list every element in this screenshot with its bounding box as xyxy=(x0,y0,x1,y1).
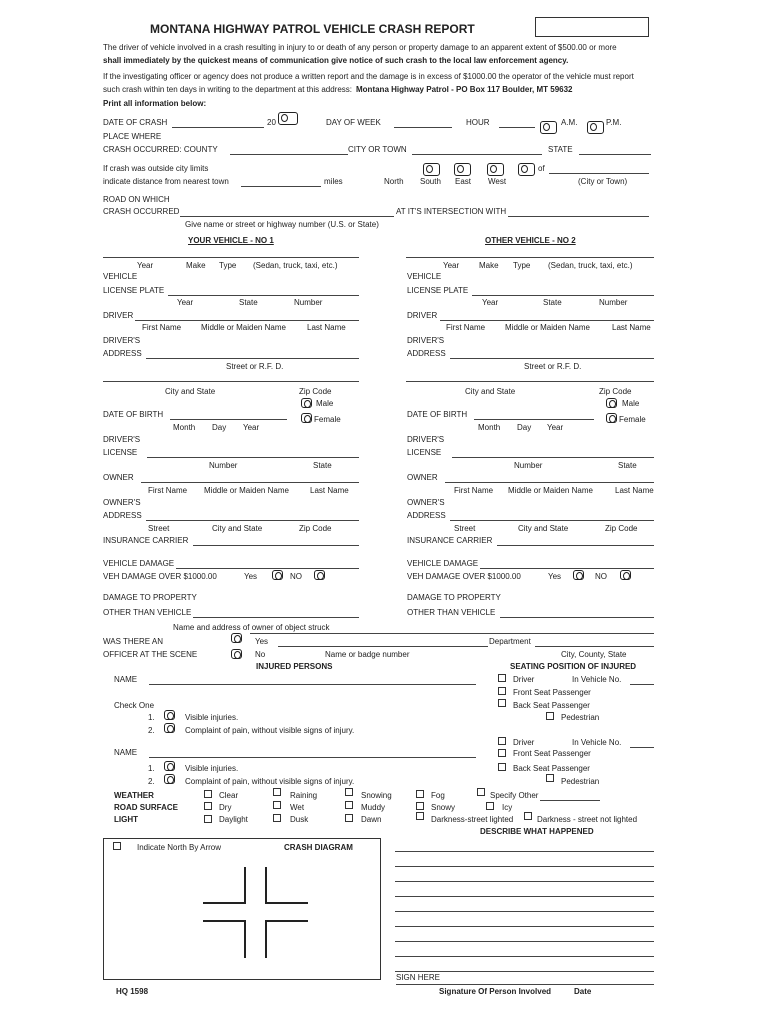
v2-lic-number: Number xyxy=(514,461,543,470)
intersection-label: AT IT'S INTERSECTION WITH xyxy=(396,207,507,216)
describe-line-1[interactable] xyxy=(395,851,654,852)
hour-field[interactable] xyxy=(499,127,535,128)
v1-damage-field[interactable] xyxy=(176,568,359,569)
v2-female-radio[interactable] xyxy=(606,413,617,423)
date-caption: Date xyxy=(574,987,592,996)
injured-1-opt2-num: 2. xyxy=(148,726,155,735)
state-field[interactable] xyxy=(579,154,651,155)
surface-snowy-label: Snowy xyxy=(431,803,456,812)
injured-1-visible-radio[interactable] xyxy=(164,710,175,720)
describe-line-3[interactable] xyxy=(395,881,654,882)
officer-no-radio[interactable] xyxy=(231,649,242,659)
v2-no-label: NO xyxy=(595,572,607,581)
v1-owner-last: Last Name xyxy=(310,486,349,495)
form-id-box[interactable] xyxy=(535,17,649,37)
v2-last-name: Last Name xyxy=(612,323,651,332)
give-name-hint: Give name or street or highway number (U.S. or State) xyxy=(185,220,379,229)
v2-damage-field[interactable] xyxy=(480,568,654,569)
describe-line-6[interactable] xyxy=(395,926,654,927)
v2-city-state: City and State xyxy=(465,387,516,396)
v2-day: Day xyxy=(517,423,532,432)
v2-owner-address-field[interactable] xyxy=(450,520,654,521)
injured-1-name-label: NAME xyxy=(114,675,138,684)
v1-type-label: Type xyxy=(219,261,237,270)
seat-2-pedestrian-checkbox[interactable] xyxy=(546,774,554,782)
county-field[interactable] xyxy=(230,154,348,155)
v2-vehicle-label: VEHICLE xyxy=(407,272,442,281)
seat-2-pedestrian-label: Pedestrian xyxy=(561,777,600,786)
department-field[interactable] xyxy=(535,646,654,647)
v1-drivers-label-2: DRIVER'S xyxy=(103,435,141,444)
light-dawn-label: Dawn xyxy=(361,815,382,824)
v1-lic-state: State xyxy=(313,461,332,470)
v2-make-label: Make xyxy=(479,261,499,270)
v2-damage-yes-radio[interactable] xyxy=(573,570,584,580)
sign-here-label: SIGN HERE xyxy=(396,973,441,982)
v1-month: Month xyxy=(173,423,196,432)
road-h-right-top xyxy=(265,902,308,904)
v1-license-label: LICENSE xyxy=(103,448,138,457)
v1-driver-field[interactable] xyxy=(135,320,359,321)
v1-insurance-label: INSURANCE CARRIER xyxy=(103,536,189,545)
form-number: HQ 1598 xyxy=(116,987,149,996)
seat-1-driver-checkbox[interactable] xyxy=(498,674,506,682)
distance-field[interactable] xyxy=(241,186,321,187)
signature-field[interactable] xyxy=(396,984,654,985)
injured-2-opt1-num: 1. xyxy=(148,764,155,773)
v2-plate-year: Year xyxy=(482,298,499,307)
seat-1-pedestrian-checkbox[interactable] xyxy=(546,712,554,720)
surface-muddy-label: Muddy xyxy=(361,803,386,812)
v2-address-field[interactable] xyxy=(450,358,654,359)
v2-address-label: ADDRESS xyxy=(407,349,446,358)
intro-line-2: shall immediately by the quickest means of communication give notice of such crash to the local law enforcement agency. xyxy=(103,56,569,65)
light-dawn-checkbox[interactable] xyxy=(345,814,353,822)
v1-dob-field[interactable] xyxy=(170,419,287,420)
weather-clear-label: Clear xyxy=(219,791,239,800)
intro-line-1: The driver of vehicle involved in a crash resulting in injury to or death of any person or property damage to an apparent extent of $500.00 or more xyxy=(103,43,617,52)
surface-muddy-checkbox[interactable] xyxy=(345,801,353,809)
seat-2-vehicle-no-field[interactable] xyxy=(630,747,654,748)
p2-other-than-label: OTHER THAN VEHICLE xyxy=(407,608,496,617)
describe-title: DESCRIBE WHAT HAPPENED xyxy=(480,827,594,836)
describe-line-2[interactable] xyxy=(395,866,654,867)
v1-no-label: NO xyxy=(290,572,302,581)
v1-owner-city-state: City and State xyxy=(212,524,263,533)
v1-license-plate-label: LICENSE PLATE xyxy=(103,286,165,295)
surface-wet-label: Wet xyxy=(290,803,305,812)
road-h-right-bottom xyxy=(265,920,308,922)
pm-label: P.M. xyxy=(606,118,622,127)
indicate-distance-label: indicate distance from nearest town xyxy=(103,177,229,186)
form-title: MONTANA HIGHWAY PATROL VEHICLE CRASH REPORT xyxy=(150,22,475,36)
v2-female-label: Female xyxy=(619,415,646,424)
v1-day: Day xyxy=(212,423,227,432)
v2-male-radio[interactable] xyxy=(606,398,617,408)
surface-dry-checkbox[interactable] xyxy=(204,802,212,810)
north-label: North xyxy=(384,177,404,186)
v1-owner-address-field[interactable] xyxy=(146,520,359,521)
describe-line-7[interactable] xyxy=(395,941,654,942)
north-arrow-checkbox[interactable] xyxy=(113,842,121,850)
v1-damage-no-radio[interactable] xyxy=(314,570,325,580)
v1-license-field[interactable] xyxy=(147,457,359,458)
seat-1-back-label: Back Seat Passenger xyxy=(513,701,590,710)
v1-address-field-2[interactable] xyxy=(103,381,359,382)
v2-drivers-label-2: DRIVER'S xyxy=(407,435,445,444)
v2-plate-state: State xyxy=(543,298,562,307)
v2-zip: Zip Code xyxy=(599,387,632,396)
v1-type-hint: (Sedan, truck, taxi, etc.) xyxy=(253,261,338,270)
v1-lic-number: Number xyxy=(209,461,238,470)
was-there-label: WAS THERE AN xyxy=(103,637,164,646)
city-town-label: CITY OR TOWN xyxy=(348,145,407,154)
v1-driver-label: DRIVER xyxy=(103,311,134,320)
p1-other-than-label: OTHER THAN VEHICLE xyxy=(103,608,192,617)
injured-1-complaint-label: Complaint of pain, without visible signs of injury. xyxy=(185,726,355,735)
owner-object-field[interactable] xyxy=(250,633,654,634)
seat-2-in-vehicle-label: In Vehicle No. xyxy=(572,738,622,747)
v2-owner-middle: Middle or Maiden Name xyxy=(508,486,593,495)
road-field[interactable] xyxy=(180,216,394,217)
describe-line-9[interactable] xyxy=(395,971,654,972)
v2-lic-state: State xyxy=(618,461,637,470)
v1-damage-label: VEHICLE DAMAGE xyxy=(103,559,175,568)
injured-2-visible-label: Visible injuries. xyxy=(185,764,239,773)
injured-persons-title: INJURED PERSONS xyxy=(256,662,333,671)
seat-2-back-label: Back Seat Passenger xyxy=(513,764,590,773)
seating-position-title: SEATING POSITION OF INJURED xyxy=(510,662,637,671)
v1-damage-over-label: VEH DAMAGE OVER $1000.00 xyxy=(103,572,217,581)
county-label: CRASH OCCURRED: COUNTY xyxy=(103,145,218,154)
weather-specify-other-label: Specify Other xyxy=(490,791,539,800)
crash-diagram-title: CRASH DIAGRAM xyxy=(284,843,353,852)
weather-clear-checkbox[interactable] xyxy=(204,790,212,798)
crash-occurred-label: CRASH OCCURRED xyxy=(103,207,180,216)
v1-female-radio[interactable] xyxy=(301,413,312,423)
v1-owner-middle: Middle or Maiden Name xyxy=(204,486,289,495)
v1-dob-label: DATE OF BIRTH xyxy=(103,410,164,419)
v2-type-label: Type xyxy=(513,261,531,270)
light-daylight-checkbox[interactable] xyxy=(204,815,212,823)
v2-owner-city-state: City and State xyxy=(518,524,569,533)
weather-raining-label: Raining xyxy=(290,791,318,800)
light-dusk-checkbox[interactable] xyxy=(273,814,281,822)
other-vehicle-title: OTHER VEHICLE - NO 2 xyxy=(485,236,576,245)
v2-owner-first: First Name xyxy=(454,486,494,495)
v1-address-field[interactable] xyxy=(146,358,359,359)
v2-plate-number: Number xyxy=(599,298,628,307)
v2-dob-label: DATE OF BIRTH xyxy=(407,410,468,419)
seat-1-front-checkbox[interactable] xyxy=(498,687,506,695)
v2-owner-field[interactable] xyxy=(445,482,654,483)
p1-property-field[interactable] xyxy=(193,617,359,618)
p2-property-field[interactable] xyxy=(500,617,654,618)
seat-2-front-label: Front Seat Passenger xyxy=(513,749,591,758)
injured-1-opt1-num: 1. xyxy=(148,713,155,722)
v1-address-label: ADDRESS xyxy=(103,349,142,358)
v1-plate-state: State xyxy=(239,298,258,307)
am-radio[interactable] xyxy=(540,121,557,134)
seat-1-pedestrian-label: Pedestrian xyxy=(561,713,600,722)
light-dusk-label: Dusk xyxy=(290,815,309,824)
v2-top-line[interactable] xyxy=(406,257,654,258)
v2-license-plate-label: LICENSE PLATE xyxy=(407,286,469,295)
injured-1-name-field[interactable] xyxy=(149,684,476,685)
seat-1-driver-label: Driver xyxy=(513,675,535,684)
south-label: South xyxy=(420,177,441,186)
v2-male-label: Male xyxy=(622,399,640,408)
seat-1-front-label: Front Seat Passenger xyxy=(513,688,591,697)
v1-owner-first: First Name xyxy=(148,486,188,495)
am-label: A.M. xyxy=(561,118,578,127)
department-label: Department xyxy=(489,637,531,646)
v1-male-label: Male xyxy=(316,399,334,408)
v1-plate-year: Year xyxy=(177,298,194,307)
intro-line-3: If the investigating officer or agency does not produce a written report and the damage is in excess of $1000.00 the operator of the vehicle must report xyxy=(103,72,634,81)
intro-line-4: such crash within ten days in writing to the department at this address: xyxy=(103,85,353,94)
injured-1-visible-label: Visible injuries. xyxy=(185,713,239,722)
officer-name-field[interactable] xyxy=(278,646,488,647)
seat-1-vehicle-no-field[interactable] xyxy=(630,684,654,685)
v2-first-name: First Name xyxy=(446,323,486,332)
v1-middle-name: Middle or Maiden Name xyxy=(201,323,286,332)
road-h-left-bottom xyxy=(203,920,246,922)
date-of-crash-label: DATE OF CRASH xyxy=(103,118,168,127)
v1-male-radio[interactable] xyxy=(301,398,312,408)
v1-zip: Zip Code xyxy=(299,387,332,396)
weather-snowing-checkbox[interactable] xyxy=(345,788,353,796)
v2-damage-over-label: VEH DAMAGE OVER $1000.00 xyxy=(407,572,521,581)
of-label: of xyxy=(538,164,545,173)
v1-vehicle-label: VEHICLE xyxy=(103,272,138,281)
v1-top-line[interactable] xyxy=(103,257,359,258)
road-v-right-bottom xyxy=(265,920,267,958)
seat-2-driver-label: Driver xyxy=(513,738,535,747)
v1-plate-number: Number xyxy=(294,298,323,307)
v2-dob-year: Year xyxy=(547,423,564,432)
v1-city-state: City and State xyxy=(165,387,216,396)
v1-last-name: Last Name xyxy=(307,323,346,332)
intersection-field[interactable] xyxy=(508,216,649,217)
v2-address-field-2[interactable] xyxy=(406,381,654,382)
road-v-left-bottom xyxy=(244,920,246,958)
v2-owner-address-label: ADDRESS xyxy=(407,511,446,520)
injured-2-opt2-num: 2. xyxy=(148,777,155,786)
outside-city-label: If crash was outside city limits xyxy=(103,164,209,173)
place-where-label: PLACE WHERE xyxy=(103,132,162,141)
surface-icy-label: Icy xyxy=(502,803,513,812)
north-radio[interactable] xyxy=(423,163,440,176)
describe-line-8[interactable] xyxy=(395,956,654,957)
surface-snowy-checkbox[interactable] xyxy=(416,802,424,810)
check-one-label: Check One xyxy=(114,701,155,710)
weather-other-checkbox[interactable] xyxy=(477,788,485,796)
name-address-owner-hint: Name and address of owner of object struck xyxy=(173,623,330,632)
v1-make-label: Make xyxy=(186,261,206,270)
v2-middle-name: Middle or Maiden Name xyxy=(505,323,590,332)
day-of-week-field[interactable] xyxy=(394,127,452,128)
v2-insurance-label: INSURANCE CARRIER xyxy=(407,536,493,545)
light-daylight-label: Daylight xyxy=(219,815,248,824)
surface-icy-checkbox[interactable] xyxy=(486,802,494,810)
v2-driver-field[interactable] xyxy=(440,320,654,321)
weather-fog-checkbox[interactable] xyxy=(416,790,424,798)
your-vehicle-title: YOUR VEHICLE - NO 1 xyxy=(188,236,274,245)
road-surface-label: ROAD SURFACE xyxy=(114,803,179,812)
v1-owners-label: OWNER'S xyxy=(103,498,141,507)
south-radio[interactable] xyxy=(454,163,471,176)
light-label: LIGHT xyxy=(114,815,138,824)
v2-yes-label: Yes xyxy=(548,572,562,581)
v2-year-label: Year xyxy=(443,261,460,270)
v2-license-label: LICENSE xyxy=(407,448,442,457)
v2-license-field[interactable] xyxy=(452,457,654,458)
v2-damage-no-radio[interactable] xyxy=(620,570,631,580)
surface-dry-label: Dry xyxy=(219,803,232,812)
injured-2-complaint-label: Complaint of pain, without visible signs of injury. xyxy=(185,777,355,786)
light-dark-not-lighted-checkbox[interactable] xyxy=(524,812,532,820)
v2-type-hint: (Sedan, truck, taxi, etc.) xyxy=(548,261,633,270)
state-label: STATE xyxy=(548,145,573,154)
year-suffix-field[interactable] xyxy=(278,112,298,125)
v2-dob-field[interactable] xyxy=(474,419,594,420)
weather-other-field[interactable] xyxy=(540,800,600,801)
road-on-which-label: ROAD ON WHICH xyxy=(103,195,170,204)
injured-1-complaint-radio[interactable] xyxy=(164,723,175,733)
p2-damage-to-label: DAMAGE TO PROPERTY xyxy=(407,593,501,602)
road-v-right-top xyxy=(265,867,267,903)
officer-yes-radio[interactable] xyxy=(231,633,242,643)
seat-1-in-vehicle-label: In Vehicle No. xyxy=(572,675,622,684)
v2-license-plate-field[interactable] xyxy=(472,295,654,296)
v1-drivers-label: DRIVER'S xyxy=(103,336,141,345)
miles-label: miles xyxy=(324,177,343,186)
v2-owner-last: Last Name xyxy=(615,486,654,495)
v1-owner-zip: Zip Code xyxy=(299,524,332,533)
v2-damage-label: VEHICLE DAMAGE xyxy=(407,559,479,568)
name-badge-hint: Name or badge number xyxy=(325,650,410,659)
light-dark-lighted-checkbox[interactable] xyxy=(416,812,424,820)
v1-owner-field[interactable] xyxy=(141,482,359,483)
print-all-note: Print all information below: xyxy=(103,99,207,108)
describe-line-4[interactable] xyxy=(395,896,654,897)
weather-raining-checkbox[interactable] xyxy=(273,788,281,796)
v1-owner-address-label: ADDRESS xyxy=(103,511,142,520)
city-town-paren: (City or Town) xyxy=(578,177,628,186)
v1-owner-label: OWNER xyxy=(103,473,134,482)
v1-damage-yes-radio[interactable] xyxy=(272,570,283,580)
v2-owner-zip: Zip Code xyxy=(605,524,638,533)
v2-driver-label: DRIVER xyxy=(407,311,438,320)
v2-owner-label: OWNER xyxy=(407,473,438,482)
v1-yes-label: Yes xyxy=(244,572,258,581)
east-radio[interactable] xyxy=(487,163,504,176)
day-of-week-label: DAY OF WEEK xyxy=(326,118,381,127)
v1-insurance-field[interactable] xyxy=(193,545,359,546)
pm-radio[interactable] xyxy=(587,121,604,134)
west-radio[interactable] xyxy=(518,163,535,176)
west-label: West xyxy=(488,177,507,186)
light-dark-lighted-label: Darkness-street lighted xyxy=(431,815,514,824)
v1-year-label: Year xyxy=(137,261,154,270)
v2-owner-street: Street xyxy=(454,524,476,533)
seat-2-back-checkbox[interactable] xyxy=(498,763,506,771)
v1-owner-street: Street xyxy=(148,524,170,533)
city-town-field[interactable] xyxy=(412,154,542,155)
injured-2-visible-radio[interactable] xyxy=(164,761,175,771)
city-county-state-hint: City, County, State xyxy=(561,650,627,659)
seat-2-front-checkbox[interactable] xyxy=(498,749,506,757)
describe-line-5[interactable] xyxy=(395,911,654,912)
officer-no-label: No xyxy=(255,650,266,659)
light-dark-not-lighted-label: Darkness - street not lighted xyxy=(537,815,638,824)
weather-snowing-label: Snowing xyxy=(361,791,392,800)
department-address: Montana Highway Patrol - PO Box 117 Boulder, MT 59632 xyxy=(356,85,573,94)
hour-label: HOUR xyxy=(466,118,490,127)
officer-scene-label: OFFICER AT THE SCENE xyxy=(103,650,198,659)
date-of-crash-field[interactable] xyxy=(172,127,264,128)
v2-month: Month xyxy=(478,423,501,432)
surface-wet-checkbox[interactable] xyxy=(273,801,281,809)
road-v-left-top xyxy=(244,867,246,903)
v2-drivers-label: DRIVER'S xyxy=(407,336,445,345)
weather-fog-label: Fog xyxy=(431,791,445,800)
v2-street-rfd: Street or R.F. D. xyxy=(524,362,582,371)
injured-2-complaint-radio[interactable] xyxy=(164,774,175,784)
p1-damage-to-label: DAMAGE TO PROPERTY xyxy=(103,593,197,602)
v1-female-label: Female xyxy=(314,415,341,424)
nearest-town-field[interactable] xyxy=(549,173,649,174)
v1-street-rfd: Street or R.F. D. xyxy=(226,362,284,371)
injured-2-name-label: NAME xyxy=(114,748,138,757)
v1-first-name: First Name xyxy=(142,323,182,332)
v2-owners-label: OWNER'S xyxy=(407,498,445,507)
year-prefix: 20 xyxy=(267,118,276,127)
east-label: East xyxy=(455,177,472,186)
v1-dob-year: Year xyxy=(243,423,260,432)
seat-2-driver-checkbox[interactable] xyxy=(498,737,506,745)
crash-diagram-box[interactable] xyxy=(103,838,381,980)
road-h-left-top xyxy=(203,902,246,904)
indicate-north-label: Indicate North By Arrow xyxy=(137,843,222,852)
v1-license-plate-field[interactable] xyxy=(168,295,359,296)
weather-label: WEATHER xyxy=(114,791,154,800)
injured-2-name-field[interactable] xyxy=(149,757,476,758)
signature-caption: Signature Of Person Involved xyxy=(439,987,552,996)
officer-yes-label: Yes xyxy=(255,637,269,646)
v2-insurance-field[interactable] xyxy=(497,545,654,546)
seat-1-back-checkbox[interactable] xyxy=(498,699,506,707)
